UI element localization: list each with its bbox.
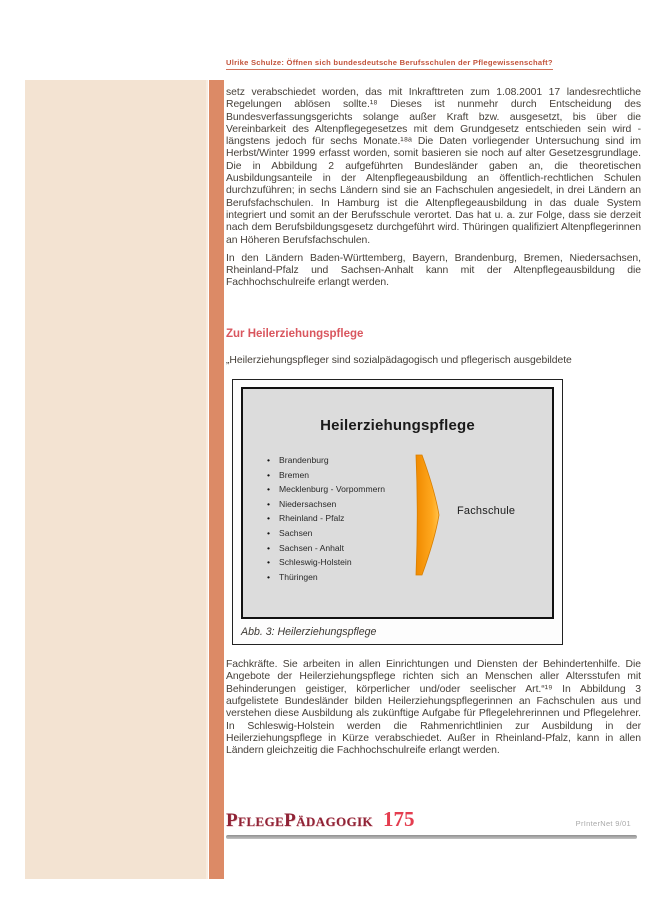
book-cover-edge — [25, 80, 208, 879]
list-item — [267, 528, 385, 538]
list-item — [267, 543, 385, 553]
section-heading: Zur Heilerziehungspflege — [226, 327, 364, 340]
bundeslaender-list — [267, 455, 385, 586]
list-item-label: Mecklenburg - Vorpommern — [279, 484, 386, 495]
list-item-label: Schleswig-Holstein — [279, 557, 352, 568]
list-item — [267, 499, 385, 509]
bullet-icon: • — [267, 542, 271, 553]
page-footer — [226, 807, 641, 832]
bullet-icon: • — [267, 484, 271, 495]
crescent-arrow-icon — [413, 453, 443, 582]
body-paragraph-4: Fachkräfte. Sie arbeiten in allen Einrichtungen und Diensten der Behindertenhilfe. Die Angebote der Heilerziehungspflege richten sich an Menschen aller Altersstufen mit Behinderungen geistiger, körperlicher und/oder seelischer Art.“¹⁹ In Abbildung 3 aufgelistete Bundesländer bilden Heilerziehungspflegerinnen an Fachschulen aus und verstehen diese Ausbildung als zukünftige Aufgabe für Pflegelehrerinnen und Pflegelehrer. In Schleswig-Holstein werden die Rahmenrichtlinien zur Ausbildung in der Heilerziehungspflege in Kürze verabschiedet. Außer in Rheinland-Pfalz, kann in allen Ländern gleichzeitig die Fachhochschulreife erlangt werden. — [226, 659, 641, 757]
figure-caption: Abb. 3: Heilerziehungspflege — [241, 626, 377, 639]
book-spine-stripe — [209, 80, 224, 879]
list-item — [267, 572, 385, 582]
list-item — [267, 470, 385, 480]
list-item — [267, 455, 385, 465]
figure-title: Heilerziehungspflege — [320, 417, 475, 435]
page-content — [226, 52, 641, 839]
list-item-label: Sachsen — [279, 528, 313, 539]
page-number: 175 — [382, 807, 415, 832]
bullet-icon: • — [267, 528, 271, 539]
list-item — [267, 484, 385, 494]
bullet-icon: • — [267, 557, 271, 568]
bullet-icon: • — [267, 513, 271, 524]
list-item-label: Bremen — [279, 469, 310, 480]
bullet-icon: • — [267, 455, 271, 466]
quote-opening-line: „Heilerziehungspfleger sind sozialpädagogisch und pflegerisch ausgebildete — [226, 354, 572, 366]
journal-brand: PflegePädagogik — [226, 810, 373, 832]
body-paragraph-1: setz verabschiedet worden, das mit Inkrafttreten zum 1.08.2001 17 landesrechtliche Regelungen ablösen sollte.¹⁸ Dieses ist nunmehr durch Entscheidung des Bundesverfassungsgerichts solange außer Kraft bzw. ausgesetzt, bis über die Vereinbarkeit des Altenpflegegesetzes mit dem Grundgesetz entschieden sein wird - längstens jedoch für sechs Monate.¹⁸ᵃ Die Daten vorliegender Untersuchung sind im Herbst/Winter 1999 erfasst worden, somit basieren sie noch auf alter Gesetzesgrundlage. Die in Abbildung 2 aufgeführten Bundesländer gaben an, die theoretischen Ausbildungsanteile in der Altenpflegeausbildung an öffentlich-rechtlichen Schulen durchzuführen; in sechs Ländern sind sie an Fachschulen angesiedelt, in drei Ländern an Berufsfachschulen. In Hamburg ist die Altenpflegeausbildung in das duale System integriert und somit an der Berufsschule verortet. Das hat u. a. zur Folge, dass sie derzeit nach dem Berufsbildungsgesetz durchgeführt wird. Thüringen qualifiziert Altenpflegerinnen an Höheren Berufsfachschulen. — [226, 87, 641, 246]
body-paragraph-2: In den Ländern Baden-Württemberg, Bayern, Brandenburg, Bremen, Niedersachsen, Rheinland-Pfalz und Sachsen-Anhalt kann mit der Altenpflegeausbildung die Fachhochschulreife erlangt werden. — [226, 252, 641, 289]
issue-label: PrInterNet 9/01 — [575, 819, 631, 829]
bullet-icon: • — [267, 571, 271, 582]
page-bottom-edge-shadow — [226, 835, 637, 839]
running-head: Ulrike Schulze: Öffnen sich bundesdeutsche Berufsschulen der Pflegewissenschaft? — [226, 58, 553, 70]
list-item-label: Rheinland - Pfalz — [279, 513, 345, 524]
list-item — [267, 513, 385, 523]
fachschule-label: Fachschule — [457, 505, 516, 518]
list-item-label: Sachsen - Anhalt — [279, 542, 344, 553]
bullet-icon: • — [267, 469, 271, 480]
bullet-icon: • — [267, 498, 271, 509]
list-item-label: Niedersachsen — [279, 498, 337, 509]
list-item-label: Brandenburg — [279, 455, 329, 466]
figure-abb3 — [232, 379, 563, 645]
list-item — [267, 557, 385, 567]
figure-diagram-panel — [241, 387, 554, 619]
list-item-label: Thüringen — [279, 571, 318, 582]
